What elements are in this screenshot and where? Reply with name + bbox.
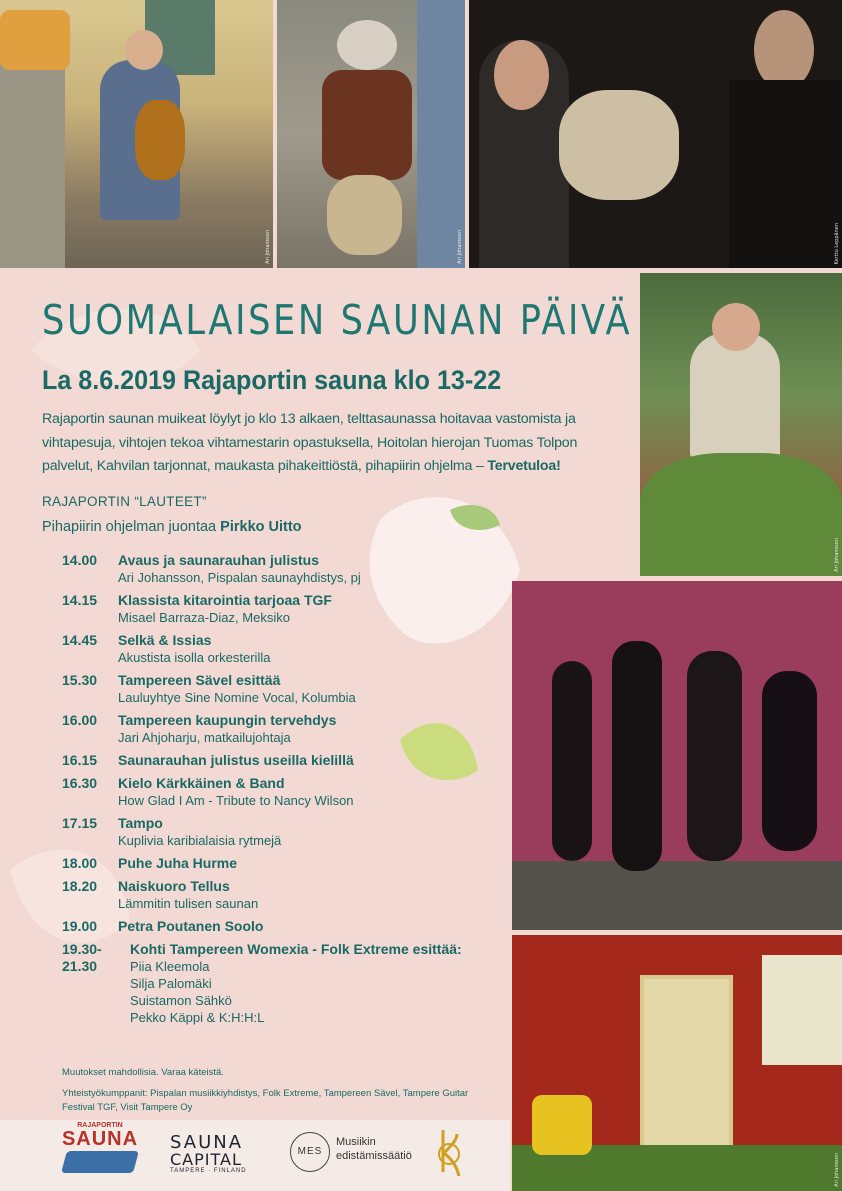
photo-credit: Ari Johansson — [265, 230, 271, 264]
schedule-event — [118, 552, 502, 586]
logo-text: SAUNA — [170, 1132, 244, 1153]
schedule-event-title: Avaus ja saunarauhan julistus — [118, 552, 319, 568]
schedule-event-subtitle: Lauluyhtye Sine Nomine Vocal, Kolumbia — [118, 690, 356, 705]
schedule-row — [62, 672, 502, 706]
photo-credit: Ari Johansson — [834, 1153, 840, 1187]
schedule-time: 17.15 — [62, 815, 98, 831]
schedule-event-title: Klassista kitarointia tarjoaa TGF — [118, 592, 332, 608]
schedule-row — [62, 632, 502, 666]
sauna-capital-logo — [170, 1134, 260, 1184]
photo-red-sauna-building — [512, 935, 842, 1191]
schedule-time: 14.15 — [62, 592, 98, 608]
logo-text: edistämissäätiö — [336, 1150, 412, 1162]
logo-text: SAUNA — [61, 1128, 139, 1150]
changes-note: Muutokset mahdollisia. Varaa käteistä. — [62, 1067, 224, 1078]
photo-credit: Kerttu Leppänen — [834, 222, 840, 264]
schedule-event — [118, 855, 502, 872]
schedule-time: 14.45 — [62, 632, 98, 648]
sponsor-footer — [0, 1120, 510, 1191]
schedule-event — [118, 592, 502, 626]
schedule-event-subtitle: How Glad I Am - Tribute to Nancy Wilson — [118, 793, 354, 808]
schedule-event-title: Kohti Tampereen Womexia - Folk Extreme esittää: — [130, 941, 462, 957]
schedule-row — [62, 878, 502, 912]
schedule-event-subtitle: Piia Kleemola — [130, 959, 210, 974]
schedule-time: 18.00 — [62, 855, 98, 871]
schedule-event-title: Naiskuoro Tellus — [118, 878, 230, 894]
schedule-row — [62, 592, 502, 626]
logo-text: RAJAPORTIN — [77, 1122, 123, 1129]
schedule-event-subtitle: Suistamon Sähkö — [130, 993, 232, 1008]
notes — [62, 1066, 482, 1115]
k-logo-icon — [435, 1128, 463, 1178]
schedule-row — [62, 775, 502, 809]
mes-circle-icon — [290, 1132, 330, 1172]
schedule-event-subtitle: Misael Barraza-Diaz, Meksiko — [118, 610, 290, 625]
schedule-row — [62, 752, 502, 769]
schedule-event-subtitle: Jari Ahjoharju, matkailujohtaja — [118, 730, 291, 745]
schedule-event-subtitle: Lämmitin tulisen saunan — [118, 896, 259, 911]
schedule-event — [130, 941, 502, 1026]
schedule-row — [62, 712, 502, 746]
schedule-list — [62, 552, 502, 1032]
schedule-event-subtitle: Ari Johansson, Pispalan saunayhdistys, pj — [118, 570, 361, 585]
host-name: Pirkko Uitto — [220, 519, 302, 535]
logo-text: CAPITAL — [170, 1150, 242, 1169]
partners-note: Yhteistyökumppanit: Pispalan musiikkiyhdistys, Folk Extreme, Tampereen Sävel, Tampere Guitar Festival TGF, Visit Tampere Oy — [62, 1088, 469, 1113]
intro-text: Rajaportin saunan muikeat löylyt jo klo 13 alkaen, telttasaunassa hoitavaa vastomista ja vihtapesuja, vihtojen tekoa vihtamestarin opastuksella, Hoitolan hierojan Tuomas Tolpon palvelut, Kahvilan tarjonnat, maukasta pihakeittiöstä, pihapiirin ohjelma – — [42, 411, 578, 474]
mes-logo — [290, 1132, 430, 1176]
schedule-row — [62, 552, 502, 586]
schedule-event-title: Tampereen kaupungin tervehdys — [118, 712, 337, 728]
schedule-time: 19.30-21.30 — [62, 941, 102, 974]
poster-title: SUOMALAISEN SAUNAN PÄIVÄ — [42, 296, 633, 344]
schedule-time: 16.30 — [62, 775, 98, 791]
schedule-event-title: Selkä & Issias — [118, 632, 212, 648]
schedule-event-title: Petra Poutanen Soolo — [118, 918, 264, 934]
photo-theatre-masks — [469, 0, 842, 268]
schedule-row — [62, 941, 502, 1026]
photo-guitarist — [0, 0, 273, 268]
schedule-event-title: Saunarauhan julistus useilla kielillä — [118, 752, 354, 768]
schedule-time: 16.00 — [62, 712, 98, 728]
schedule-event-subtitle: Silja Palomäki — [130, 976, 212, 991]
intro-paragraph — [42, 408, 594, 479]
schedule-event-title: Kielo Kärkkäinen & Band — [118, 775, 285, 791]
schedule-event — [118, 918, 502, 935]
schedule-event-title: Puhe Juha Hurme — [118, 855, 238, 871]
schedule-time: 14.00 — [62, 552, 98, 568]
schedule-event — [118, 672, 502, 706]
program-heading: RAJAPORTIN “LAUTEET” — [42, 494, 207, 509]
event-date-subtitle: La 8.6.2019 Rajaportin sauna klo 13-22 — [42, 365, 502, 395]
photo-credit: Ari Johansson — [834, 538, 840, 572]
rajaportin-sauna-logo — [55, 1122, 145, 1184]
sauna-logo-icon — [61, 1151, 139, 1173]
photo-credit: Ari Johansson — [457, 230, 463, 264]
schedule-row — [62, 815, 502, 849]
schedule-event — [118, 752, 502, 769]
schedule-event — [118, 632, 502, 666]
schedule-time: 15.30 — [62, 672, 98, 688]
photo-child-drummer — [277, 0, 465, 268]
schedule-time: 19.00 — [62, 918, 98, 934]
schedule-event — [118, 815, 502, 849]
logo-text: Musiikin — [336, 1136, 376, 1148]
photo-folk-band — [512, 581, 842, 930]
logo-text: TAMPERE · FINLAND — [170, 1168, 247, 1174]
schedule-time: 18.20 — [62, 878, 98, 894]
intro-highlight: Tervetuloa! — [487, 458, 561, 474]
schedule-row — [62, 855, 502, 872]
schedule-event-subtitle: Kuplivia karibialaisia rytmejä — [118, 833, 282, 848]
schedule-event-title: Tampereen Sävel esittää — [118, 672, 281, 688]
schedule-event — [118, 775, 502, 809]
schedule-event — [118, 712, 502, 746]
schedule-event-subtitle: Akustista isolla orkesterilla — [118, 650, 271, 665]
photo-whisk-maker — [640, 273, 842, 576]
logo-text: MES — [297, 1146, 323, 1157]
schedule-event-subtitle: Pekko Käppi & K:H:H:L — [130, 1010, 265, 1025]
host-line — [42, 519, 302, 535]
schedule-event — [118, 878, 502, 912]
schedule-row — [62, 918, 502, 935]
schedule-time: 16.15 — [62, 752, 98, 768]
schedule-event-title: Tampo — [118, 815, 163, 831]
host-text: Pihapiirin ohjelman juontaa — [42, 519, 221, 535]
